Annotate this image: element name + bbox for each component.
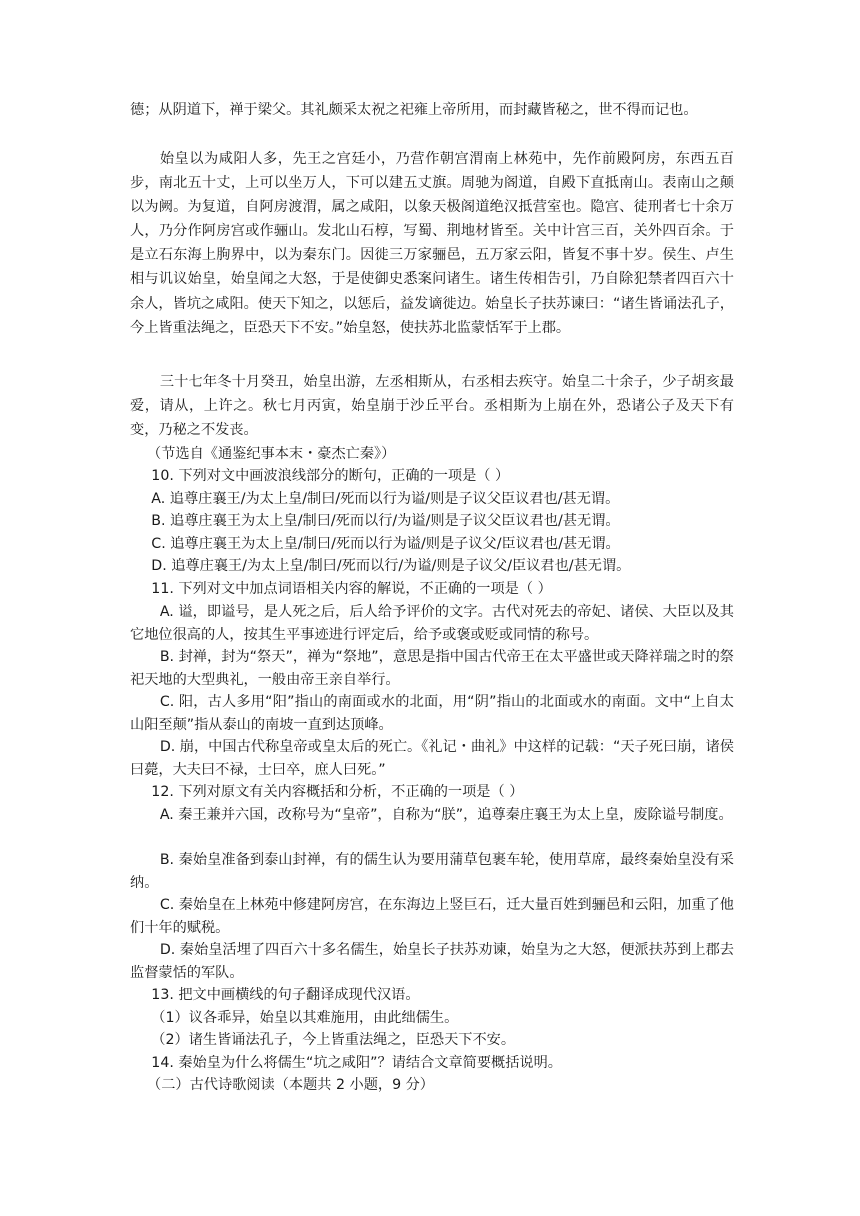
question-11-option-a: A. 谥，即谥号，是人死之后，后人给予评价的文字。古代对死去的帝妃、诸侯、大臣以及其它地位很高的人，按其生平事迹进行评定后，给予或褒或贬或同情的称号。 <box>130 604 734 643</box>
question-12-stem: 12. 下列对原文有关内容概括和分析，不正确的一项是（ ） <box>151 784 524 800</box>
question-10-option-c: C. 追尊庄襄王为太上皇/制曰/死而以行为谥/则是子议父/臣议君也/甚无谓。 <box>151 536 620 552</box>
question-10-stem: 10. 下列对文中画波浪线部分的断句，正确的一项是（ ） <box>151 468 510 484</box>
question-10-option-a: A. 追尊庄襄王/为太上皇/制曰/死而以行为谥/则是子议父臣议君也/甚无谓。 <box>151 491 620 507</box>
passage-paragraph-1: 始皇以为咸阳人多，先王之宫廷小，乃营作朝宫渭南上林苑中，先作前殿阿房，东西五百步，南北五十丈，上可以坐万人，下可以建五丈旗。周驰为阁道，自殿下直抵南山。表南山之颠以为阙。为复道，自阿房渡渭，属之咸阳，以象天极阁道绝汉抵营室也。隐宫、徒刑者七十余万人，乃分作阿房宫或作骊山。发北山石椁，写蜀、荆地材皆至。关中计宫三百，关外四百余。于是立石东海上朐界中，以为秦东门。因徙三万家骊邑，五万家云阳，皆复不事十岁。侯生、卢生相与讥议始皇，始皇闻之大怒，于是使御史悉案问诸生。诸生传相告引，乃自除犯禁者四百六十余人，皆坑之咸阳。使天下知之，以惩后，益发谪徙边。始皇长子扶苏谏曰：“诸生皆诵法孔子，今上皆重法绳之，臣恐天下不安。”始皇怒，使扶苏北监蒙恬军于上郡。 <box>130 151 734 336</box>
question-11-option-c: C. 阳，古人多用“阳”指山的南面或水的北面，用“阴”指山的北面或水的南面。文中“上自太山阳至颠”指从泰山的南坡一直到达顶峰。 <box>130 694 734 733</box>
question-12-option-d: D. 秦始皇活埋了四百六十多名儒生，始皇长子扶苏劝谏，始皇为之大怒，便派扶苏到上郡去监督蒙恬的军队。 <box>130 942 734 981</box>
question-13-stem: 13. 把文中画横线的句子翻译成现代汉语。 <box>151 987 420 1003</box>
question-13-sentence-2: （2）诸生皆诵法孔子，今上皆重法绳之，臣恐天下不安。 <box>151 1032 516 1048</box>
passage-paragraph-0: 德；从阴道下，禅于梁父。其礼颇采太祝之祀雍上帝所用，而封藏皆秘之，世不得而记也。 <box>130 102 698 118</box>
passage-paragraph-2: 三十七年冬十月癸丑，始皇出游，左丞相斯从，右丞相去疾守。始皇二十余子，少子胡亥最爱，请从，上许之。秋七月丙寅，始皇崩于沙丘平台。丞相斯为上崩在外，恐诸公子及天下有变，乃秘之不发丧。 <box>130 374 734 439</box>
section-heading-poetry: （二）古代诗歌阅读（本题共 2 小题，9 分） <box>147 1077 434 1093</box>
question-11-stem: 11. 下列对文中加点词语相关内容的解说，不正确的一项是（ ） <box>151 581 552 597</box>
question-10-option-d: D. 追尊庄襄王/为太上皇/制曰/死而以行/为谥/则是子议父/臣议君也/甚无谓。 <box>151 558 631 574</box>
question-12-option-a: A. 秦王兼并六国，改称号为“皇帝”，自称为“朕”，追尊秦庄襄王为太上皇，废除谥号制度。 <box>159 807 733 823</box>
question-12-option-c: C. 秦始皇在上林苑中修建阿房宫，在东海边上竖巨石，迁大量百姓到骊邑和云阳，加重了他们十年的赋税。 <box>130 897 734 936</box>
passage-source: （节选自《通鉴纪事本末・豪杰亡秦》） <box>147 446 396 462</box>
question-14-stem: 14. 秦始皇为什么将儒生“坑之咸阳”？请结合文章简要概括说明。 <box>151 1055 562 1071</box>
question-11-option-d: D. 崩，中国古代称皇帝或皇太后的死亡。《礼记・曲礼》中这样的记载：“天子死曰崩，诸侯曰薨，大夫曰不禄，士曰卒，庶人曰死。” <box>130 739 734 778</box>
question-13-sentence-1: （1）议各乖异，始皇以其难施用，由此绌儒生。 <box>151 1010 459 1026</box>
question-11-option-b: B. 封禅，封为“祭天”，禅为“祭地”，意思是指中国古代帝王在太平盛世或天降祥瑞之时的祭祀天地的大型典礼，一般由帝王亲自举行。 <box>130 649 734 688</box>
question-10-option-b: B. 追尊庄襄王为太上皇/制曰/死而以行/为谥/则是子议父臣议君也/甚无谓。 <box>151 513 620 529</box>
question-12-option-b: B. 秦始皇准备到泰山封禅，有的儒生认为要用蒲草包裹车轮，使用草席，最终秦始皇没有采纳。 <box>130 852 734 891</box>
